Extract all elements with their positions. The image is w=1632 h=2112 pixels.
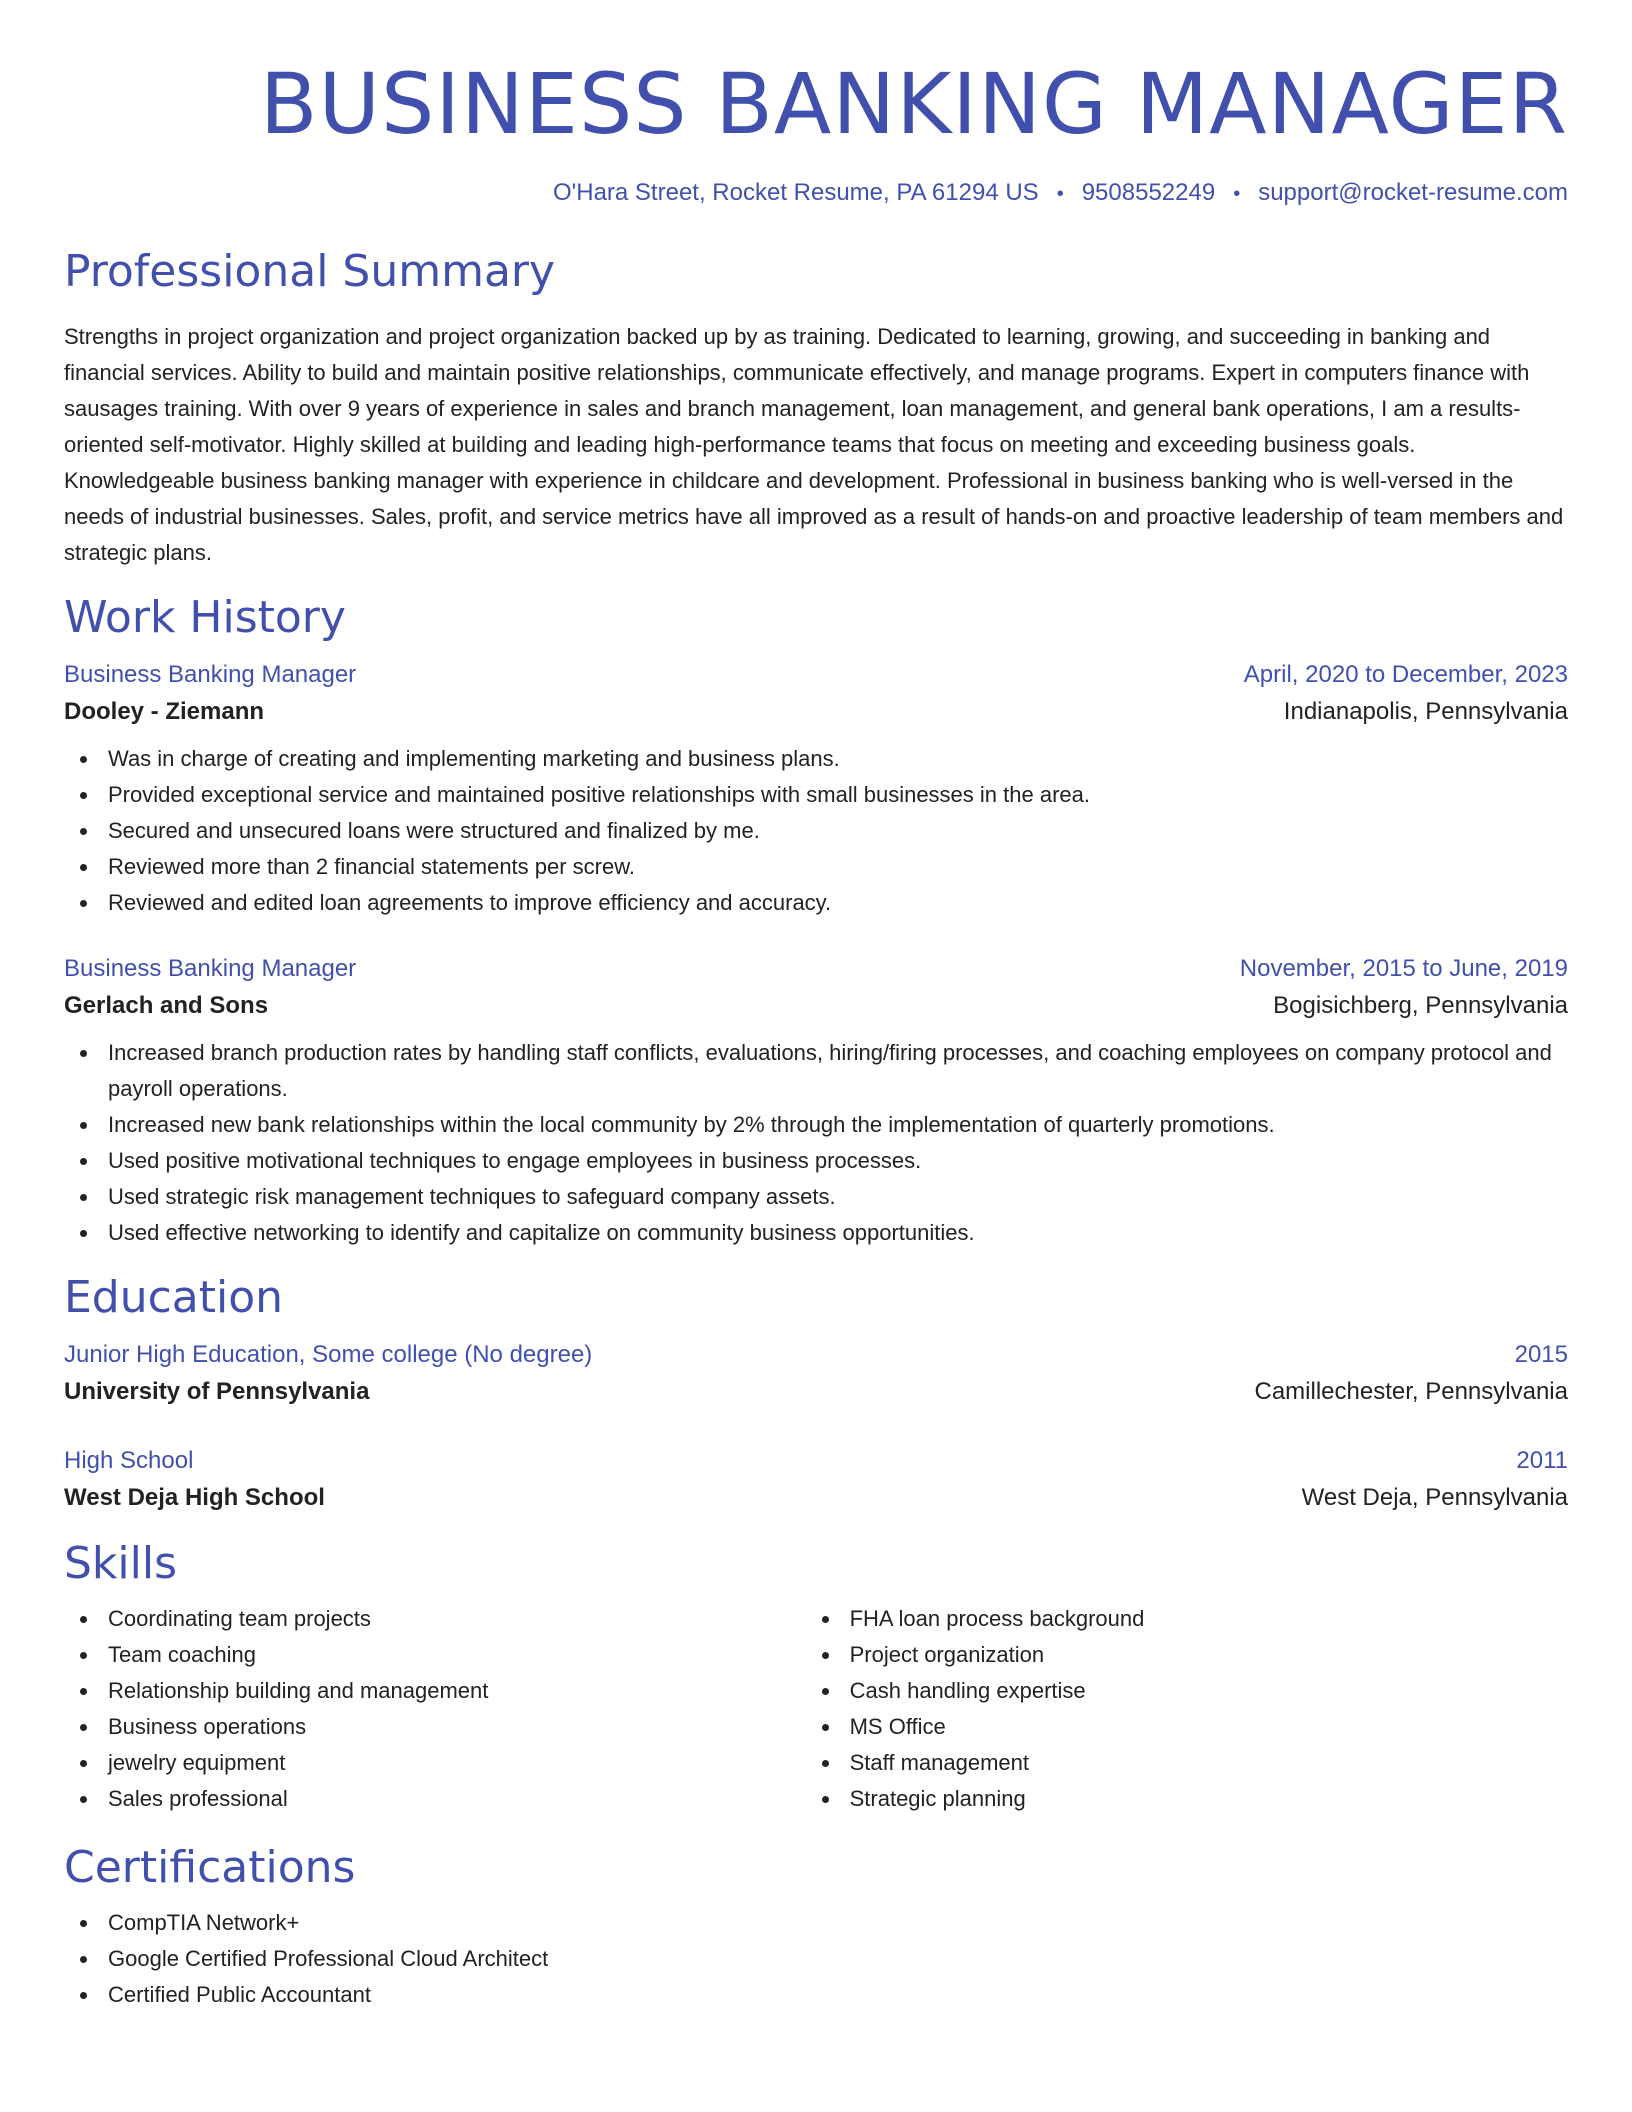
- education-header-row: [64, 1337, 1568, 1373]
- skill-item: jewelry equipment: [108, 1745, 806, 1781]
- skills-list-left: [64, 1601, 806, 1817]
- skill-item: Staff management: [850, 1745, 1568, 1781]
- job-bullet: Increased branch production rates by handling staff conflicts, evaluations, hiring/firing processes, and coaching employees on company protocol and payroll operations.: [108, 1035, 1568, 1107]
- summary-section: [64, 245, 1568, 571]
- contact-address: O'Hara Street, Rocket Resume, PA 61294 US: [552, 179, 1039, 206]
- job-location: Indianapolis, Pennsylvania: [1283, 698, 1568, 725]
- skill-item: Cash handling expertise: [850, 1673, 1568, 1709]
- job-company: Gerlach and Sons: [64, 992, 269, 1019]
- section-title-work: Work History: [64, 592, 346, 643]
- skill-item: Sales professional: [108, 1781, 806, 1817]
- certification-item: Certified Public Accountant: [108, 1977, 1568, 2013]
- job-role: Business Banking Manager: [64, 661, 357, 688]
- job-bullets: [64, 1035, 1568, 1251]
- contact-separator: •: [1233, 183, 1241, 205]
- contact-line: [64, 176, 1568, 211]
- job-bullet: Provided exceptional service and maintained positive relationships with small businesses in the area.: [108, 777, 1568, 813]
- education-degree: Junior High Education, Some college (No degree): [64, 1341, 593, 1368]
- education-degree: High School: [64, 1447, 194, 1474]
- skill-item: FHA loan process background: [850, 1601, 1568, 1637]
- education-school: West Deja High School: [64, 1484, 325, 1511]
- skill-item: Team coaching: [108, 1637, 806, 1673]
- section-title-education: Education: [64, 1272, 284, 1323]
- job-entry: [64, 657, 1568, 921]
- job-company: Dooley - Ziemann: [64, 698, 265, 725]
- resume-header: [64, 0, 1568, 211]
- certification-item: Google Certified Professional Cloud Architect: [108, 1941, 1568, 1977]
- certifications-list: [64, 1905, 1568, 2013]
- education-header-row: [64, 1443, 1568, 1479]
- section-title-certifications: Certifications: [64, 1842, 356, 1893]
- job-header-row: [64, 657, 1568, 693]
- job-header-row: [64, 951, 1568, 987]
- job-bullet: Was in charge of creating and implementing marketing and business plans.: [108, 741, 1568, 777]
- work-section: [64, 591, 1568, 1251]
- skills-section: [64, 1537, 1568, 1817]
- job-org-row: [64, 987, 1568, 1025]
- section-title-skills: Skills: [64, 1538, 178, 1589]
- job-dates: November, 2015 to June, 2019: [1239, 955, 1568, 982]
- skill-item: Coordinating team projects: [108, 1601, 806, 1637]
- job-bullet: Used positive motivational techniques to engage employees in business processes.: [108, 1143, 1568, 1179]
- job-location: Bogisichberg, Pennsylvania: [1273, 992, 1568, 1019]
- skill-item: Relationship building and management: [108, 1673, 806, 1709]
- job-entry: [64, 951, 1568, 1251]
- section-title-summary: Professional Summary: [64, 246, 556, 297]
- resume-title: BUSINESS BANKING MANAGER: [259, 55, 1568, 153]
- education-year: 2015: [1514, 1341, 1568, 1368]
- education-section: [64, 1271, 1568, 1517]
- contact-phone: 9508552249: [1081, 179, 1216, 206]
- education-entry: [64, 1443, 1568, 1517]
- job-bullet: Reviewed and edited loan agreements to improve efficiency and accuracy.: [108, 885, 1568, 921]
- job-dates: April, 2020 to December, 2023: [1243, 661, 1568, 688]
- skills-list-right: [806, 1601, 1568, 1817]
- summary-text: Strengths in project organization and project organization backed up by as training. Dedicated to learning, growing, and succeeding in banking and financial services. Ability to build and maintain positive relationships, communicate effectively, and manage programs. Expert in computers finance with sausages training. With over 9 years of experience in sales and branch management, loan management, and general bank operations, I am a results-oriented self-motivator. Highly skilled at building and leading high-performance teams that focus on meeting and exceeding business goals. Knowledgeable business banking manager with experience in childcare and development. Professional in business banking who is well-versed in the needs of industrial businesses. Sales, profit, and service metrics have all improved as a result of hands-on and proactive leadership of team members and strategic plans.: [64, 324, 1564, 565]
- job-bullet: Increased new bank relationships within the local community by 2% through the implementation of quarterly promotions.: [108, 1107, 1568, 1143]
- skill-item: MS Office: [850, 1709, 1568, 1745]
- education-school-row: [64, 1479, 1568, 1517]
- job-bullet: Used strategic risk management techniques to safeguard company assets.: [108, 1179, 1568, 1215]
- certifications-section: [64, 1841, 1568, 2013]
- skill-item: Business operations: [108, 1709, 806, 1745]
- contact-email[interactable]: support@rocket-resume.com: [1258, 179, 1568, 206]
- certification-item: CompTIA Network+: [108, 1905, 1568, 1941]
- education-location: West Deja, Pennsylvania: [1301, 1484, 1568, 1511]
- education-entry: [64, 1337, 1568, 1411]
- job-org-row: [64, 693, 1568, 731]
- job-role: Business Banking Manager: [64, 955, 357, 982]
- contact-separator: •: [1056, 183, 1064, 205]
- education-school: University of Pennsylvania: [64, 1378, 370, 1405]
- skill-item: Strategic planning: [850, 1781, 1568, 1817]
- education-year: 2011: [1516, 1447, 1568, 1474]
- job-bullets: [64, 741, 1568, 921]
- education-location: Camillechester, Pennsylvania: [1254, 1378, 1568, 1405]
- job-bullet: Secured and unsecured loans were structured and finalized by me.: [108, 813, 1568, 849]
- job-bullet: Reviewed more than 2 financial statements per screw.: [108, 849, 1568, 885]
- education-school-row: [64, 1373, 1568, 1411]
- skill-item: Project organization: [850, 1637, 1568, 1673]
- skills-grid: [64, 1591, 1568, 1817]
- job-bullet: Used effective networking to identify and capitalize on community business opportunities.: [108, 1215, 1568, 1251]
